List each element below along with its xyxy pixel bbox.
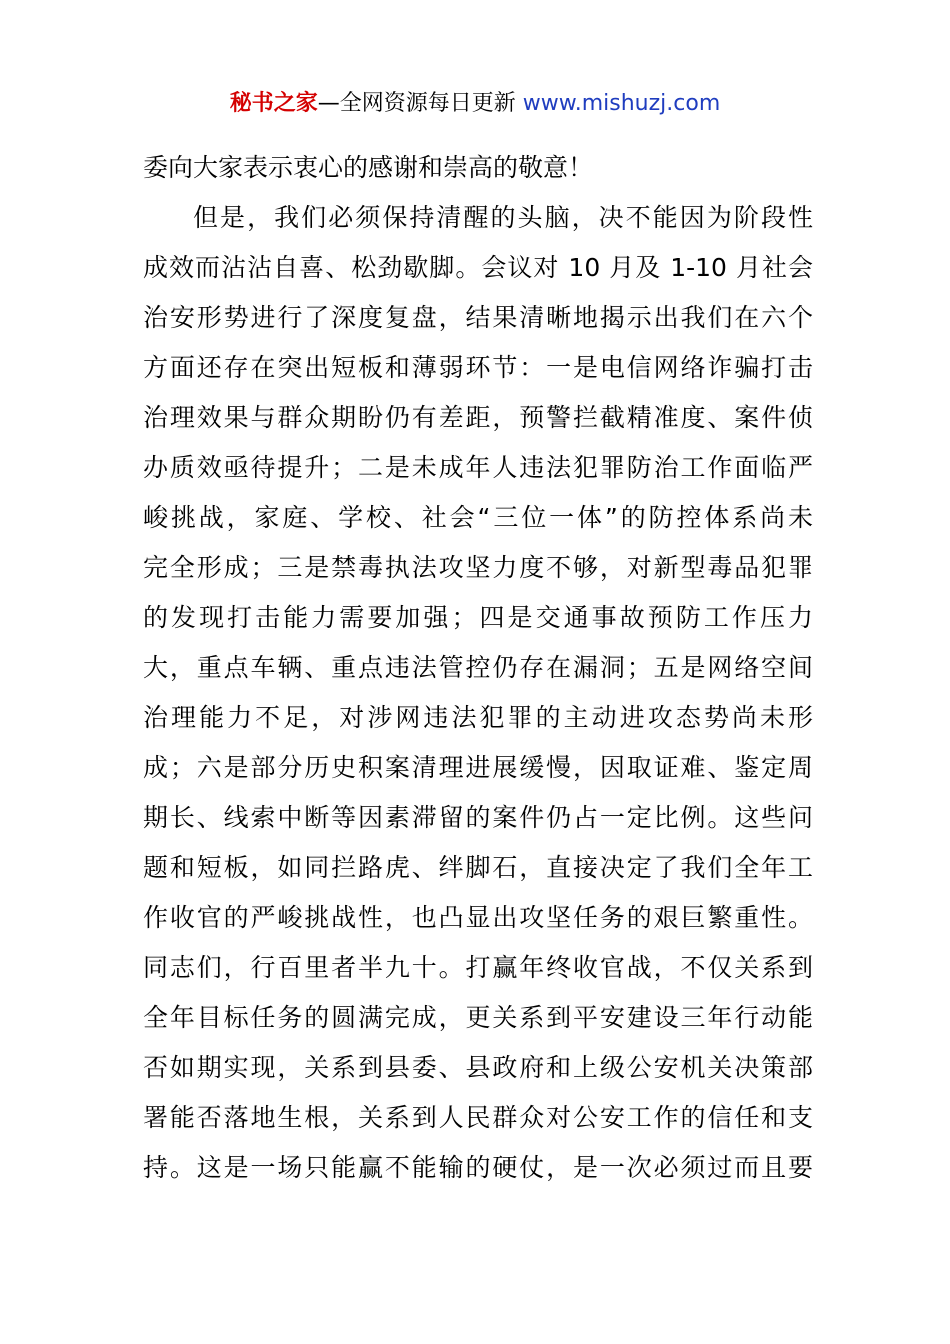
page-header xyxy=(0,86,950,122)
text-line-19: 否如期实现，关系到县委、县政府和上级公安机关决策部 xyxy=(143,1053,813,1082)
text-line-14: 期长、线索中断等因素滞留的案件仍占一定比例。这些问 xyxy=(143,803,813,832)
text-line-15: 题和短板，如同拦路虎、绊脚石，直接决定了我们全年工 xyxy=(143,853,813,882)
header-url[interactable]: www.mishuzj.com xyxy=(522,91,721,116)
text-line-17: 同志们，行百里者半九十。打赢年终收官战，不仅关系到 xyxy=(143,953,813,982)
text-line-20: 署能否落地生根，关系到人民群众对公安工作的信任和支 xyxy=(143,1103,813,1132)
text-line-12: 治理能力不足，对涉网违法犯罪的主动进攻态势尚未形 xyxy=(143,703,813,732)
text-line-13: 成；六是部分历史积案清理进展缓慢，因取证难、鉴定周 xyxy=(143,753,813,782)
brand-name: 秘书之家 xyxy=(229,91,318,116)
text-line-16: 作收官的严峻挑战性，也凸显出攻坚任务的艰巨繁重性。 xyxy=(143,903,813,932)
text-line-9: 完全形成；三是禁毒执法攻坚力度不够，对新型毒品犯罪 xyxy=(143,553,813,582)
text-line-21: 持。这是一场只能赢不能输的硬仗，是一次必须过而且要 xyxy=(143,1153,813,1182)
text-line-7: 办质效亟待提升；二是未成年人违法犯罪防治工作面临严 xyxy=(143,453,813,482)
text-line-18: 全年目标任务的圆满完成，更关系到平安建设三年行动能 xyxy=(143,1003,813,1032)
document-body xyxy=(143,143,813,1193)
text-line-11: 大，重点车辆、重点违法管控仍存在漏洞；五是网络空间 xyxy=(143,653,813,682)
text-line-10: 的发现打击能力需要加强；四是交通事故预防工作压力 xyxy=(143,603,813,632)
text-line-8: 峻挑战，家庭、学校、社会“三位一体”的防控体系尚未 xyxy=(143,503,813,532)
text-line-3: 成效而沾沾自喜、松劲歇脚。会议对 10 月及 1-10 月社会 xyxy=(143,253,813,282)
header-tagline: —全网资源每日更新 xyxy=(317,91,523,116)
text-line-4: 治安形势进行了深度复盘，结果清晰地揭示出我们在六个 xyxy=(143,303,813,332)
text-line-2: 但是，我们必须保持清醒的头脑，决不能因为阶段性 xyxy=(193,203,813,232)
text-line-5: 方面还存在突出短板和薄弱环节：一是电信网络诈骗打击 xyxy=(143,353,813,382)
text-line-1: 委向大家表示衷心的感谢和崇高的敬意！ xyxy=(143,153,594,182)
text-line-6: 治理效果与群众期盼仍有差距，预警拦截精准度、案件侦 xyxy=(143,403,813,432)
